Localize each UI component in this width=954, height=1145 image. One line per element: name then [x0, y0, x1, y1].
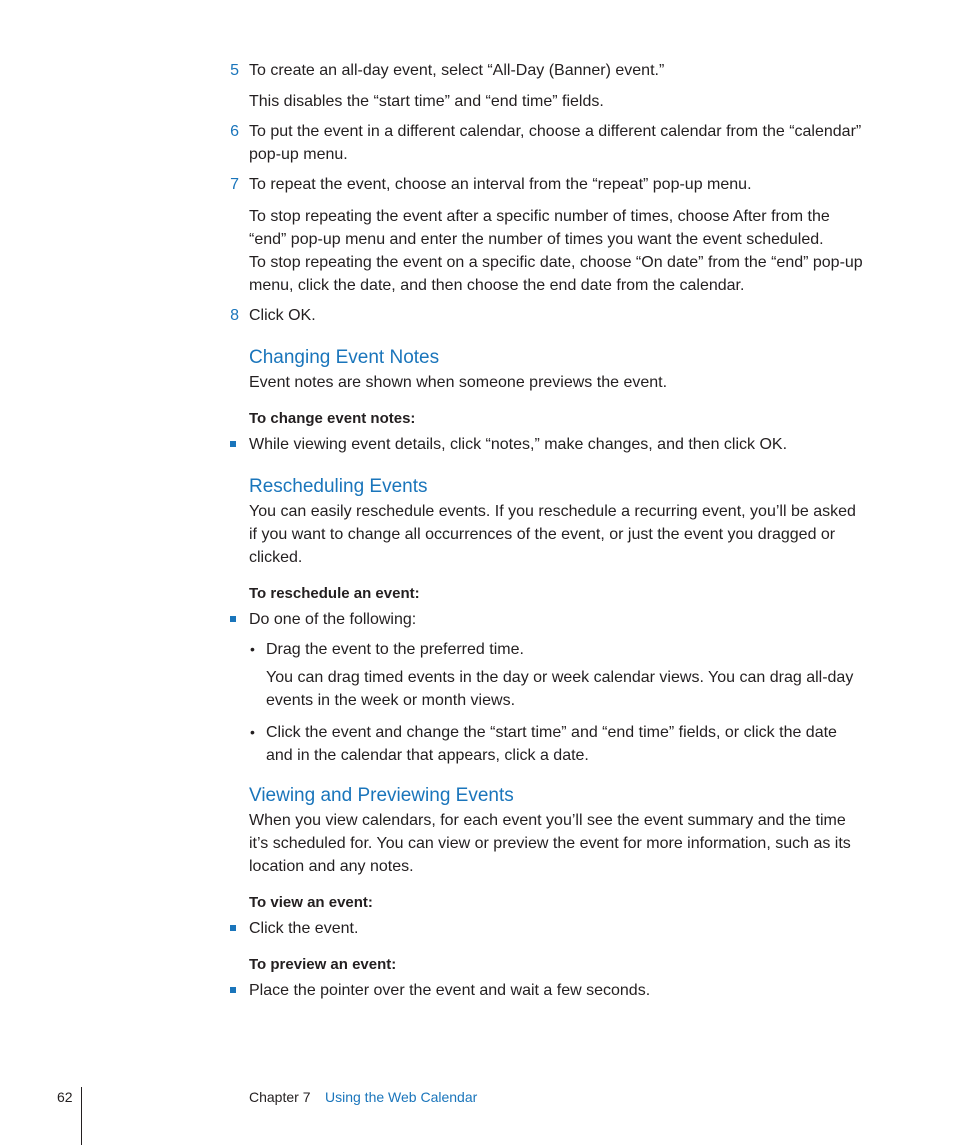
- task-label: To reschedule an event:: [249, 585, 420, 602]
- bullet-square-icon: [230, 616, 236, 622]
- step-note: To stop repeating the event after a specific number of times, choose After from the: [249, 208, 830, 225]
- section-intro: if you want to change all occurrences of the event, or just the event you dragged or: [249, 526, 836, 543]
- step-number: 8: [230, 307, 239, 324]
- sub-bullet-note: You can drag timed events in the day or week calendar views. You can drag all-day: [266, 669, 854, 686]
- bullet-text: While viewing event details, click “notes,” make changes, and then click OK.: [249, 436, 788, 453]
- footer-chapter-title[interactable]: Using the Web Calendar: [325, 1089, 478, 1105]
- section-intro: Event notes are shown when someone previews the event.: [249, 374, 668, 391]
- step-text: To put the event in a different calendar, choose a different calendar from the “calendar”: [249, 123, 862, 140]
- step-number: 5: [230, 62, 239, 79]
- sub-bullet-text: Drag the event to the preferred time.: [266, 641, 524, 658]
- footer-divider: [81, 1087, 82, 1145]
- task-label: To change event notes:: [249, 410, 416, 427]
- bullet-square-icon: [230, 987, 236, 993]
- sub-bullet-note: events in the week or month views.: [266, 692, 516, 709]
- step-text: Click OK.: [249, 307, 316, 324]
- bullet-text: Click the event.: [249, 920, 359, 937]
- sub-bullet-icon: •: [250, 724, 255, 740]
- footer-chapter: Chapter 7: [249, 1089, 311, 1105]
- step-number: 6: [230, 123, 239, 140]
- step-text: pop-up menu.: [249, 146, 348, 163]
- task-label: To preview an event:: [249, 956, 397, 973]
- bullet-square-icon: [230, 441, 236, 447]
- task-label: To view an event:: [249, 894, 373, 911]
- bullet-square-icon: [230, 925, 236, 931]
- step-note: This disables the “start time” and “end time” fields.: [249, 93, 604, 110]
- bullet-text: Do one of the following:: [249, 611, 417, 628]
- section-intro: it’s scheduled for. You can view or preview the event for more information, such as its: [249, 835, 851, 852]
- section-intro: You can easily reschedule events. If you reschedule a recurring event, you’ll be asked: [249, 503, 856, 520]
- step-number: 7: [230, 176, 239, 193]
- step-note: “end” pop-up menu and enter the number of times you want the event scheduled.: [249, 231, 824, 248]
- bullet-text: Place the pointer over the event and wait a few seconds.: [249, 982, 651, 999]
- step-note: To stop repeating the event on a specific date, choose “On date” from the “end” pop-up: [249, 254, 863, 271]
- step-note: menu, click the date, and then choose the end date from the calendar.: [249, 277, 745, 294]
- sub-bullet-text: and in the calendar that appears, click a date.: [266, 747, 589, 764]
- section-heading: Rescheduling Events: [249, 476, 428, 497]
- section-intro: location and any notes.: [249, 858, 414, 875]
- section-heading: Viewing and Previewing Events: [249, 785, 514, 806]
- step-text: To repeat the event, choose an interval from the “repeat” pop-up menu.: [249, 176, 752, 193]
- section-intro: When you view calendars, for each event you’ll see the event summary and the time: [249, 812, 846, 829]
- sub-bullet-icon: •: [250, 641, 255, 657]
- page-number: 62: [57, 1089, 73, 1105]
- section-intro: clicked.: [249, 549, 303, 566]
- step-text: To create an all-day event, select “All-Day (Banner) event.”: [249, 62, 665, 79]
- sub-bullet-text: Click the event and change the “start time” and “end time” fields, or click the date: [266, 724, 837, 741]
- section-heading: Changing Event Notes: [249, 347, 440, 368]
